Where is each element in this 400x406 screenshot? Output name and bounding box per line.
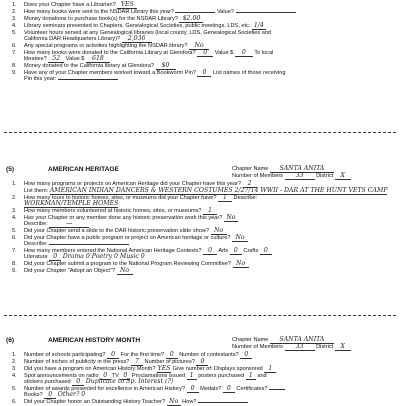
item-number: 2.: [12, 359, 17, 365]
handwritten-answer: 0: [187, 386, 199, 393]
item-number: 5.: [12, 386, 17, 392]
handwritten-answer: 0: [240, 352, 252, 359]
form-line: [24, 379, 173, 386]
label-text: Number of Members: [232, 173, 285, 179]
label-text: Pin this year:: [24, 76, 58, 82]
label-text: Money donations to purchase book(s) for the NSDAR Library?: [24, 16, 180, 22]
item-number: 3.: [12, 16, 17, 22]
form-line: [24, 63, 176, 70]
label-text: List them:: [24, 188, 50, 194]
form-line: [24, 241, 129, 247]
handwritten-answer: 1: [203, 208, 217, 215]
label-text: Did you have a program on American History Month?: [24, 366, 158, 372]
form-line: [24, 268, 133, 275]
handwritten-answer: 0: [203, 248, 217, 255]
label-text: For the first time?: [119, 352, 166, 358]
label-text: Number of Members: [232, 344, 285, 350]
label-text: Value $: [64, 56, 86, 62]
label-text: Number of contestants?: [177, 352, 241, 358]
handwritten-answer: [49, 244, 129, 245]
form-line: [24, 261, 249, 268]
form-line: [24, 16, 203, 23]
handwritten-answer: No: [189, 43, 209, 50]
handwritten-answer: 0: [260, 248, 272, 255]
handwritten-answer: 1: [264, 366, 276, 373]
label-text: Medals?: [198, 386, 223, 392]
label-text: Number of inches of publicity in the press?: [24, 359, 131, 365]
label-text: Describe:: [24, 241, 50, 247]
label-text: How?: [180, 399, 199, 405]
handwritten-answer: AMERICAN INDIAN DANCERS & WESTERN COSTUMES 2/27/14 WWII - DAR AT THE HUNT VETS CAMP: [49, 187, 388, 194]
label-text: libraries?: [24, 56, 49, 62]
item-number: 6.: [12, 43, 17, 49]
item-number: 5.: [12, 228, 17, 234]
handwritten-answer: 0: [230, 248, 242, 255]
label-text: Books?: [24, 392, 45, 398]
item-number: 2.: [12, 9, 17, 15]
form-line: [24, 36, 152, 43]
handwritten-answer: 0: [166, 352, 178, 359]
form-line: [24, 188, 387, 195]
label-text: Crafts: [241, 248, 260, 254]
label-text: How many books were donated to the California Library at Glendora?: [24, 50, 198, 56]
handwritten-note: Duplicate to Sp. Interest (?): [85, 378, 174, 385]
handwritten-answer: 2: [243, 181, 257, 188]
handwritten-answer: [269, 389, 285, 390]
label-text: stickers purchased: [24, 379, 73, 385]
label-text: Number of awards presented for excellence in American History?: [24, 386, 187, 392]
label-text: Chapter Name: [232, 166, 270, 172]
handwritten-answer: 0: [235, 50, 253, 57]
form-line: [24, 208, 217, 215]
handwritten-answer: 0: [72, 379, 84, 386]
form-line: [24, 2, 137, 9]
item-number: 8.: [12, 261, 17, 267]
handwritten-answer: YES: [117, 2, 137, 9]
handwritten-answer: 7: [131, 359, 143, 366]
item-number: 2.: [12, 195, 17, 201]
label-text: To local: [252, 50, 274, 56]
label-text: Spot announcements on radio: [24, 373, 101, 379]
item-number: 1.: [12, 2, 17, 8]
label-text: How many members entered the National American Heritage Contests?: [24, 248, 204, 254]
handwritten-answer: 1: [246, 373, 256, 380]
handwritten-answer: 1: [187, 373, 197, 380]
item-number: 4.: [12, 215, 17, 221]
label-text: TV: [110, 373, 121, 379]
handwritten-answer: [198, 402, 248, 403]
label-text: Library seminars presented to Chapters, Genealogical Societies, public meetings, LDS, etc.: [24, 23, 252, 29]
label-text: Any special programs or activities highlighting the NSDAR library?: [24, 43, 190, 49]
label-text: Does your Chapter have a Librarian?: [24, 2, 118, 8]
handwritten-answer: [175, 12, 215, 13]
label-text: Did your Chapter submit a program to the National Program Reviewing Committee?: [24, 261, 233, 267]
handwritten-answer: 0: [49, 254, 61, 261]
label-text: Chapter Name: [232, 337, 270, 343]
label-text: Literature: [24, 254, 50, 260]
handwritten-answer: 33: [285, 173, 315, 180]
label-text: Proclamations issued: [130, 373, 187, 379]
item-number: 4.: [12, 23, 17, 29]
handwritten-answer: —: [49, 221, 89, 228]
section-number: (6): [6, 337, 15, 344]
label-text: Did your Chapter honor an Outstanding History Teacher?: [24, 399, 167, 405]
section-title: AMERICAN HERITAGE: [48, 166, 119, 173]
handwritten-answer: No: [224, 215, 238, 222]
label-text: Number of pictures?: [142, 359, 197, 365]
label-text: District: [314, 173, 335, 179]
label-text: Give number of: Displays sponsored: [171, 366, 265, 372]
handwritten-answer: 0: [197, 70, 211, 77]
form-line: [24, 221, 89, 228]
item-number: 6.: [12, 399, 17, 405]
handwritten-answer: [58, 79, 118, 80]
handwritten-answer: 52: [48, 56, 64, 63]
handwritten-answer: 0: [196, 359, 208, 366]
handwritten-answer: No: [211, 228, 227, 235]
handwritten-answer: Other? 0: [57, 391, 86, 398]
handwritten-answer: SANTA ANITA: [270, 337, 334, 344]
form-line: [24, 43, 209, 50]
handwritten-answer: 2,036: [122, 36, 152, 43]
label-text: Describe:: [24, 221, 50, 227]
label-text: posters purchased: [196, 373, 246, 379]
label-text: Describe:: [232, 195, 258, 201]
label-text: Value $: [213, 50, 235, 56]
label-text: California DAR Headquarters Library)?: [24, 36, 122, 42]
label-text: How many tours to historic homes, sites, or museums did your Chapter have?: [24, 195, 218, 201]
label-text: Did your Chapter "Adopt an Object"?: [24, 268, 117, 274]
label-text: How many members volunteered at historic homes, sites, or museums?: [24, 208, 204, 214]
label-text: and: [255, 373, 267, 379]
label-text: Arts: [217, 248, 230, 254]
handwritten-answer: 0: [44, 392, 56, 399]
item-number: 4.: [12, 373, 17, 379]
label-text: Volunteer hours served at any Genealogical libraries (local county, LDS, Genealogical Societies and: [24, 30, 272, 36]
handwritten-answer: YES: [157, 365, 171, 372]
handwritten-answer: $0: [156, 63, 176, 70]
item-number: 5.: [12, 30, 17, 36]
handwritten-answer: 0: [223, 386, 235, 393]
label-text: Has your Chapter or any member done any historic preservation work this year?: [24, 215, 224, 221]
form-line: [24, 392, 85, 399]
form-line: [24, 359, 208, 366]
members-info: [232, 344, 351, 351]
item-number: 7.: [12, 50, 17, 56]
item-number: 7.: [12, 248, 17, 254]
form-line: [24, 23, 266, 30]
item-number: 9.: [12, 268, 17, 274]
handwritten-answer: Drama 0 Poetry 0 Music 0: [62, 253, 145, 260]
handwritten-answer: X: [335, 173, 351, 180]
section-title: AMERICAN HISTORY MONTH: [48, 337, 141, 344]
chapter-info: [232, 166, 334, 173]
form-line: [24, 56, 110, 63]
form-line: [24, 76, 118, 82]
handwritten-answer: No: [167, 399, 181, 406]
handwritten-answer: 1/4: [252, 23, 266, 30]
handwritten-answer: WORKMAN/TEMPLE HOMES: [24, 200, 119, 207]
handwritten-answer: 1: [218, 195, 232, 202]
item-number: 3.: [12, 366, 17, 372]
label-text: How many programs or projects on American Heritage did your Chapter have this year?: [24, 181, 243, 187]
form-line: [24, 228, 227, 235]
form-line: [24, 201, 118, 208]
label-text: List names of those receiving: [211, 70, 286, 76]
label-text: How many books were sent to the NSDAR Library this year?: [24, 9, 176, 15]
form-line: [24, 254, 145, 261]
handwritten-answer: 618: [86, 56, 110, 63]
item-number: 8.: [12, 63, 17, 69]
item-number: 3.: [12, 208, 17, 214]
handwritten-answer: No: [233, 261, 249, 268]
handwritten-answer: 0: [107, 352, 119, 359]
section-divider: [4, 315, 396, 316]
handwritten-answer: 0: [120, 373, 130, 380]
form-line: [24, 399, 248, 406]
label-text: Certificates?: [234, 386, 270, 392]
label-text: Money donated to the California library at Glendora?: [24, 63, 156, 69]
handwritten-answer: No: [117, 268, 133, 275]
label-text: Have any of your Chapter members worked toward a Bookworm Pin?: [24, 70, 198, 76]
section-divider: [4, 132, 396, 133]
handwritten-answer: X: [335, 344, 351, 351]
item-number: 9.: [12, 70, 17, 76]
handwritten-answer: 33: [285, 344, 315, 351]
handwritten-answer: [236, 12, 296, 13]
handwritten-answer: 0: [197, 50, 213, 57]
label-text: Number of schools participating?: [24, 352, 108, 358]
section-number: (5): [6, 166, 15, 173]
handwritten-answer: SANTA ANITA: [270, 166, 334, 173]
label-text: District: [314, 344, 335, 350]
handwritten-answer: 0: [100, 373, 110, 380]
label-text: Did your Chapter have a public program or project on American heritage or culture?: [24, 235, 233, 241]
item-number: 1.: [12, 352, 17, 358]
form-line: [24, 9, 296, 15]
handwritten-answer: No: [232, 235, 248, 242]
members-info: [232, 173, 351, 180]
chapter-info: [232, 337, 334, 344]
item-number: 6.: [12, 235, 17, 241]
label-text: Did your Chapter send a slide to the DAR historic preservation slide show?: [24, 228, 211, 234]
handwritten-answer: $2.00: [179, 16, 203, 23]
form-line: [24, 366, 276, 373]
label-text: Value?: [215, 9, 236, 15]
item-number: 1.: [12, 181, 17, 187]
